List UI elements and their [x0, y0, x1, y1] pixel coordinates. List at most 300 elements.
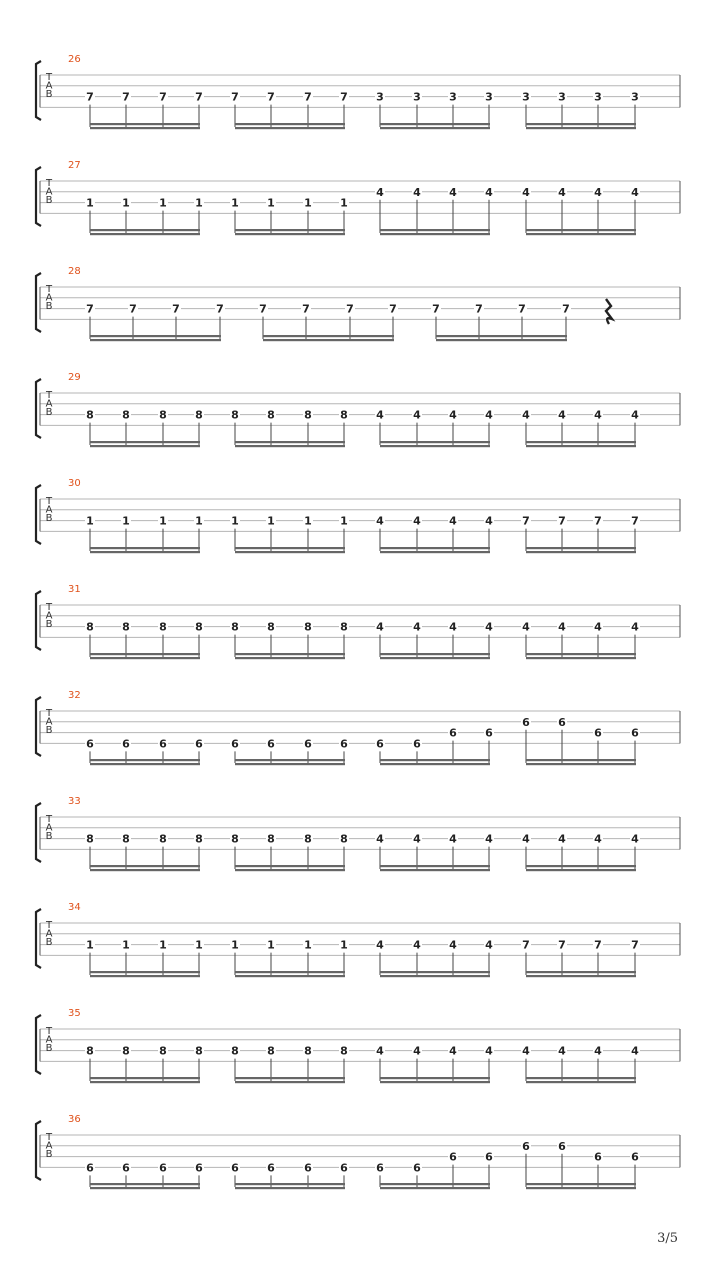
- fret-number: 6: [413, 737, 421, 751]
- beam: [235, 233, 345, 235]
- beam: [380, 975, 490, 977]
- beam: [235, 547, 345, 549]
- fret-number: 7: [195, 90, 203, 104]
- fret-number: 4: [558, 620, 566, 634]
- fret-number: 7: [304, 90, 312, 104]
- fret-number: 7: [594, 514, 602, 528]
- fret-number: 1: [122, 938, 130, 952]
- tab-clef-letter: T: [45, 284, 53, 295]
- fret-number: 7: [340, 90, 348, 104]
- fret-number: 6: [558, 1139, 566, 1153]
- fret-number: 1: [267, 514, 275, 528]
- fret-number: 3: [558, 90, 566, 104]
- fret-number: 7: [594, 938, 602, 952]
- fret-number: 6: [86, 737, 94, 751]
- beam: [235, 869, 345, 871]
- measure-number: 34: [68, 902, 81, 913]
- fret-number: 8: [195, 832, 203, 846]
- fret-number: 3: [594, 90, 602, 104]
- beam: [90, 1081, 200, 1083]
- page-number: 3/5: [657, 1231, 678, 1246]
- fret-number: 1: [340, 938, 348, 952]
- beam: [526, 759, 636, 761]
- tab-clef-letter: B: [45, 89, 53, 101]
- beam: [380, 1077, 490, 1079]
- beam: [235, 441, 345, 443]
- fret-number: 6: [631, 1150, 639, 1164]
- fret-number: 7: [172, 302, 180, 316]
- fret-number: 4: [485, 514, 493, 528]
- fret-number: 4: [449, 620, 457, 634]
- beam: [526, 123, 636, 125]
- quarter-rest-icon: [606, 299, 612, 324]
- fret-number: 4: [413, 620, 421, 634]
- fret-number: 8: [340, 832, 348, 846]
- fret-number: 4: [413, 514, 421, 528]
- beam: [380, 123, 490, 125]
- beam: [380, 653, 490, 655]
- beam: [436, 339, 567, 341]
- tab-clef-letter: A: [45, 822, 53, 834]
- tab-system: [36, 160, 680, 235]
- beam: [235, 763, 345, 765]
- fret-number: 4: [594, 620, 602, 634]
- measure-number: 31: [68, 584, 81, 595]
- fret-number: 7: [302, 302, 310, 316]
- beam: [380, 229, 490, 231]
- fret-number: 4: [485, 185, 493, 199]
- beam: [235, 657, 345, 659]
- beam: [526, 971, 636, 973]
- beam: [380, 547, 490, 549]
- tab-system: [36, 584, 680, 659]
- fret-number: 4: [449, 1044, 457, 1058]
- fret-number: 7: [216, 302, 224, 316]
- beam: [380, 869, 490, 871]
- fret-number: 3: [631, 90, 639, 104]
- fret-number: 6: [522, 715, 530, 729]
- fret-number: 1: [122, 514, 130, 528]
- beam: [90, 127, 200, 129]
- fret-number: 6: [558, 715, 566, 729]
- beam: [263, 339, 394, 341]
- tab-system: [36, 902, 680, 977]
- beam: [380, 763, 490, 765]
- measure-number: 26: [68, 54, 81, 65]
- fret-number: 7: [522, 514, 530, 528]
- fret-number: 4: [449, 832, 457, 846]
- fret-number: 8: [340, 408, 348, 422]
- fret-number: 3: [449, 90, 457, 104]
- fret-number: 8: [304, 620, 312, 634]
- beam: [526, 1081, 636, 1083]
- beam: [90, 445, 200, 447]
- fret-number: 4: [594, 832, 602, 846]
- tab-clef-letter: T: [45, 1132, 53, 1143]
- fret-number: 8: [86, 1044, 94, 1058]
- fret-number: 6: [631, 726, 639, 740]
- fret-number: 8: [231, 832, 239, 846]
- fret-number: 8: [159, 620, 167, 634]
- beam: [90, 547, 200, 549]
- fret-number: 4: [522, 408, 530, 422]
- tab-clef-letter: B: [45, 513, 53, 525]
- fret-number: 4: [413, 1044, 421, 1058]
- beam: [436, 335, 567, 337]
- fret-number: 1: [86, 196, 94, 210]
- beam: [235, 127, 345, 129]
- fret-number: 4: [449, 408, 457, 422]
- fret-number: 8: [86, 620, 94, 634]
- fret-number: 7: [562, 302, 570, 316]
- fret-number: 4: [558, 185, 566, 199]
- fret-number: 6: [267, 1161, 275, 1175]
- beam: [526, 869, 636, 871]
- tab-system: [36, 266, 680, 341]
- fret-number: 8: [195, 620, 203, 634]
- tab-clef-letter: A: [45, 928, 53, 940]
- beam: [380, 1187, 490, 1189]
- beam: [526, 1183, 636, 1185]
- fret-number: 4: [376, 938, 384, 952]
- beam: [90, 759, 200, 761]
- beam: [90, 975, 200, 977]
- fret-number: 3: [376, 90, 384, 104]
- fret-number: 8: [267, 832, 275, 846]
- beam: [526, 1077, 636, 1079]
- beam: [235, 975, 345, 977]
- measure-number: 27: [68, 160, 81, 171]
- fret-number: 8: [159, 1044, 167, 1058]
- fret-number: 4: [594, 408, 602, 422]
- beam: [90, 233, 200, 235]
- beam: [380, 441, 490, 443]
- fret-number: 7: [159, 90, 167, 104]
- measure-number: 28: [68, 266, 81, 277]
- fret-number: 8: [304, 832, 312, 846]
- beam: [380, 971, 490, 973]
- fret-number: 1: [340, 514, 348, 528]
- fret-number: 8: [86, 408, 94, 422]
- fret-number: 8: [267, 408, 275, 422]
- fret-number: 8: [304, 408, 312, 422]
- fret-number: 7: [518, 302, 526, 316]
- tab-clef-letter: T: [45, 496, 53, 507]
- tab-clef-letter: T: [45, 602, 53, 613]
- fret-number: 7: [231, 90, 239, 104]
- beam: [235, 551, 345, 553]
- beam: [90, 865, 200, 867]
- fret-number: 6: [195, 1161, 203, 1175]
- fret-number: 4: [413, 185, 421, 199]
- fret-number: 8: [122, 408, 130, 422]
- beam: [235, 1077, 345, 1079]
- fret-number: 1: [231, 196, 239, 210]
- fret-number: 4: [631, 1044, 639, 1058]
- beam: [380, 657, 490, 659]
- fret-number: 4: [485, 938, 493, 952]
- tab-clef-letter: B: [45, 1043, 53, 1055]
- fret-number: 3: [485, 90, 493, 104]
- fret-number: 8: [195, 408, 203, 422]
- tab-system: [36, 478, 680, 553]
- tab-clef-letter: A: [45, 292, 53, 304]
- fret-number: 4: [594, 185, 602, 199]
- beam: [90, 339, 221, 341]
- fret-number: 6: [86, 1161, 94, 1175]
- tab-clef-letter: B: [45, 831, 53, 843]
- fret-number: 7: [122, 90, 130, 104]
- tab-system: [36, 1114, 680, 1189]
- fret-number: 8: [159, 832, 167, 846]
- tab-clef-letter: B: [45, 301, 53, 313]
- fret-number: 4: [558, 1044, 566, 1058]
- beam: [526, 865, 636, 867]
- tab-system: [36, 690, 680, 765]
- beam: [380, 233, 490, 235]
- fret-number: 7: [267, 90, 275, 104]
- fret-number: 7: [631, 938, 639, 952]
- fret-number: 6: [376, 737, 384, 751]
- tab-clef-letter: B: [45, 619, 53, 631]
- beam: [526, 975, 636, 977]
- fret-number: 8: [86, 832, 94, 846]
- beam: [526, 657, 636, 659]
- beam: [90, 763, 200, 765]
- tab-clef-letter: T: [45, 390, 53, 401]
- fret-number: 7: [346, 302, 354, 316]
- fret-number: 1: [122, 196, 130, 210]
- fret-number: 8: [122, 620, 130, 634]
- beam: [235, 971, 345, 973]
- fret-number: 1: [159, 514, 167, 528]
- beam: [526, 445, 636, 447]
- fret-number: 6: [122, 737, 130, 751]
- tab-clef-letter: B: [45, 407, 53, 419]
- fret-number: 4: [449, 185, 457, 199]
- measure-number: 32: [68, 690, 81, 701]
- fret-number: 1: [195, 196, 203, 210]
- tab-clef-letter: T: [45, 1026, 53, 1037]
- fret-number: 7: [558, 938, 566, 952]
- fret-number: 1: [159, 196, 167, 210]
- beam: [380, 865, 490, 867]
- tab-clef-letter: T: [45, 814, 53, 825]
- fret-number: 6: [594, 1150, 602, 1164]
- fret-number: 6: [413, 1161, 421, 1175]
- beam: [526, 441, 636, 443]
- fret-number: 8: [122, 832, 130, 846]
- beam: [380, 1183, 490, 1185]
- fret-number: 6: [122, 1161, 130, 1175]
- fret-number: 1: [195, 514, 203, 528]
- fret-number: 7: [522, 938, 530, 952]
- beam: [90, 441, 200, 443]
- tab-clef-letter: A: [45, 398, 53, 410]
- beam: [380, 445, 490, 447]
- beam: [526, 127, 636, 129]
- tab-clef-letter: A: [45, 716, 53, 728]
- beam: [90, 1077, 200, 1079]
- fret-number: 4: [449, 514, 457, 528]
- beam: [90, 971, 200, 973]
- beam: [235, 445, 345, 447]
- fret-number: 4: [485, 832, 493, 846]
- beam: [90, 551, 200, 553]
- beam: [90, 653, 200, 655]
- beam: [380, 1081, 490, 1083]
- measure-number: 35: [68, 1008, 81, 1019]
- fret-number: 1: [304, 514, 312, 528]
- beam: [235, 1081, 345, 1083]
- measure-number: 30: [68, 478, 81, 489]
- fret-number: 4: [522, 185, 530, 199]
- fret-number: 1: [159, 938, 167, 952]
- fret-number: 6: [304, 1161, 312, 1175]
- fret-number: 1: [304, 938, 312, 952]
- fret-number: 1: [340, 196, 348, 210]
- beam: [526, 547, 636, 549]
- beam: [263, 335, 394, 337]
- fret-number: 1: [195, 938, 203, 952]
- beam: [90, 1183, 200, 1185]
- beam: [90, 123, 200, 125]
- beam: [90, 657, 200, 659]
- fret-number: 4: [485, 1044, 493, 1058]
- fret-number: 6: [449, 726, 457, 740]
- beam: [90, 869, 200, 871]
- tab-system: [36, 796, 680, 871]
- beam: [90, 229, 200, 231]
- tab-clef-letter: T: [45, 72, 53, 83]
- beam: [526, 551, 636, 553]
- fret-number: 6: [304, 737, 312, 751]
- fret-number: 8: [159, 408, 167, 422]
- fret-number: 7: [631, 514, 639, 528]
- beam: [235, 1187, 345, 1189]
- tab-clef-letter: A: [45, 80, 53, 92]
- fret-number: 6: [340, 1161, 348, 1175]
- fret-number: 7: [129, 302, 137, 316]
- tab-clef-letter: T: [45, 708, 53, 719]
- fret-number: 4: [413, 408, 421, 422]
- fret-number: 4: [631, 620, 639, 634]
- fret-number: 6: [159, 1161, 167, 1175]
- fret-number: 8: [340, 1044, 348, 1058]
- fret-number: 4: [376, 408, 384, 422]
- fret-number: 1: [86, 938, 94, 952]
- fret-number: 3: [413, 90, 421, 104]
- fret-number: 4: [522, 620, 530, 634]
- beam: [526, 1187, 636, 1189]
- fret-number: 4: [594, 1044, 602, 1058]
- fret-number: 6: [376, 1161, 384, 1175]
- fret-number: 1: [86, 514, 94, 528]
- fret-number: 8: [267, 620, 275, 634]
- fret-number: 1: [304, 196, 312, 210]
- fret-number: 4: [522, 1044, 530, 1058]
- tab-clef-letter: A: [45, 1140, 53, 1152]
- fret-number: 8: [267, 1044, 275, 1058]
- beam: [235, 865, 345, 867]
- beam: [235, 759, 345, 761]
- measure-number: 36: [68, 1114, 81, 1125]
- tab-clef-letter: B: [45, 195, 53, 207]
- fret-number: 4: [376, 620, 384, 634]
- fret-number: 4: [631, 185, 639, 199]
- fret-number: 4: [449, 938, 457, 952]
- beam: [526, 229, 636, 231]
- beam: [235, 123, 345, 125]
- fret-number: 6: [449, 1150, 457, 1164]
- fret-number: 8: [122, 1044, 130, 1058]
- tab-clef-letter: T: [45, 178, 53, 189]
- fret-number: 6: [231, 737, 239, 751]
- beam: [526, 653, 636, 655]
- fret-number: 8: [231, 620, 239, 634]
- tab-clef-letter: A: [45, 610, 53, 622]
- fret-number: 4: [522, 832, 530, 846]
- beam: [380, 759, 490, 761]
- tab-clef-letter: T: [45, 920, 53, 931]
- fret-number: 4: [485, 408, 493, 422]
- beam: [526, 233, 636, 235]
- fret-number: 6: [195, 737, 203, 751]
- tab-clef-letter: A: [45, 1034, 53, 1046]
- fret-number: 1: [267, 938, 275, 952]
- tab-system: [36, 1008, 680, 1083]
- fret-number: 4: [376, 832, 384, 846]
- fret-number: 4: [485, 620, 493, 634]
- fret-number: 4: [413, 832, 421, 846]
- fret-number: 8: [231, 1044, 239, 1058]
- fret-number: 8: [195, 1044, 203, 1058]
- fret-number: 6: [594, 726, 602, 740]
- beam: [235, 229, 345, 231]
- tab-clef-letter: A: [45, 504, 53, 516]
- tab-system: [36, 372, 680, 447]
- fret-number: 7: [389, 302, 397, 316]
- fret-number: 6: [159, 737, 167, 751]
- fret-number: 3: [522, 90, 530, 104]
- beam: [235, 653, 345, 655]
- fret-number: 1: [231, 938, 239, 952]
- fret-number: 6: [267, 737, 275, 751]
- tab-system: [36, 54, 680, 129]
- fret-number: 8: [340, 620, 348, 634]
- fret-number: 7: [86, 302, 94, 316]
- fret-number: 4: [558, 832, 566, 846]
- beam: [380, 551, 490, 553]
- fret-number: 6: [485, 726, 493, 740]
- fret-number: 7: [432, 302, 440, 316]
- measure-number: 33: [68, 796, 81, 807]
- fret-number: 4: [376, 185, 384, 199]
- fret-number: 7: [475, 302, 483, 316]
- tab-clef-letter: B: [45, 937, 53, 949]
- fret-number: 7: [558, 514, 566, 528]
- beam: [90, 335, 221, 337]
- fret-number: 8: [231, 408, 239, 422]
- beam: [90, 1187, 200, 1189]
- fret-number: 6: [340, 737, 348, 751]
- fret-number: 4: [413, 938, 421, 952]
- tab-clef-letter: B: [45, 725, 53, 737]
- fret-number: 1: [267, 196, 275, 210]
- fret-number: 4: [558, 408, 566, 422]
- fret-number: 6: [231, 1161, 239, 1175]
- fret-number: 4: [631, 832, 639, 846]
